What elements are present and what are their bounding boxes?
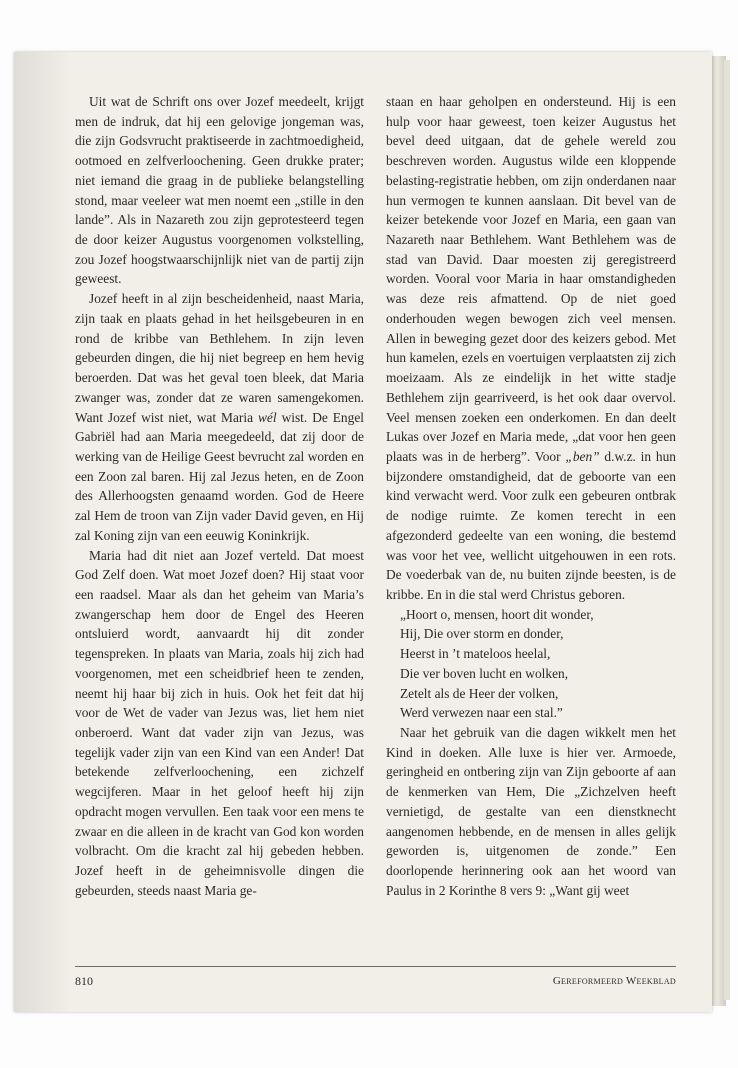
- paragraph: [75, 289, 364, 545]
- paragraph-text: staan en haar geholpen en ondersteund. Hij is een hulp voor haar geweest, toen keizer Augustus het bevel deed uitgaan, dat de gehele wereld zou beschreven worden. Augustus wilde een kloppende belasting-registratie hebben, om zijn onderdanen naar hun vermogen te kunnen aanslaan. Dit bevel van de keizer betekende voor Jozef en Maria, een gaan van Nazareth naar Bethlehem. Want Bethlehem was de stad van David. Daar moesten zij geregistreerd worden. Vooral voor Maria in haar omstandigheden was deze reis afmattend. Op de niet goed onderhouden wegen bewogen zich veel mensen. Allen in beweging gezet door des keizers gebod. Met hun kamelen, ezels en voertuigen verplaatsten zij zich moeizaam. Als ze eindelijk in het witte stadje Bethlehem zijn gearriveerd, is het ook daar overvol. Veel mensen zoeken een onderkomen. En dan deelt Lukas over Jozef en Maria mede, „dat voor hen geen plaats was in de herberg”. Voor: [386, 94, 676, 464]
- right-text-column: [386, 92, 676, 900]
- poem-line: Heerst in ’t mateloos heelal,: [400, 646, 551, 662]
- page-number: 810: [75, 974, 93, 988]
- next-page-edge-inner: [724, 60, 730, 1000]
- paragraph-text: wist. De Engel Gabriël had aan Maria meegedeeld, dat zij door de werking van de Heilige Geest bevrucht zal worden en een Zoon zal baren. Hij zal Jezus heten, en de Zoon des Allerhoogsten genaamd worden. God de Heere zal Hem de troon van Zijn vader David geven, en Hij zal Koning zijn van een eeuwig Koninkrijk.: [75, 409, 364, 543]
- emphasis-wel: wél: [257, 409, 277, 425]
- poem-line: Zetelt als de Heer der volken,: [400, 685, 559, 701]
- running-head: Gereformeerd Weekblad: [552, 975, 676, 987]
- poem-line: Hij, Die over storm en donder,: [400, 626, 564, 642]
- paragraph-text: Jozef heeft in al zijn bescheidenheid, naast Maria, zijn taak en plaats gehad in het heilsgebeuren in en rond de kribbe van Bethlehem. In zijn leven gebeurden dingen, die hij niet begreep en hem hevig beroerden. Dat was het geval toen bleek, dat Maria zwanger was, zonder dat ze waren samengekomen. Want Jozef wist niet, wat Maria: [75, 291, 364, 425]
- left-text-column: [75, 92, 364, 900]
- poem-stanza: [386, 605, 676, 723]
- emphasis-ben: „ben”: [565, 448, 600, 464]
- poem-line: Die ver boven lucht en wolken,: [400, 665, 569, 681]
- paragraph-continued: [386, 92, 676, 605]
- paragraph: Naar het gebruik van die dagen wikkelt men het Kind in doeken. Alle luxe is hier ver. Armoede, geringheid en ontbering zijn van Zijn geboorte af aan de kenmerken van Hem, Die „Zichzelven heeft vernietigd, de gestalte van een dienstknecht aangenomen hebbende, en de mensen in alles gelijk geworden is, uitgenomen de zonde.” Een doorlopende herinnering ook aan het woord van Paulus in 2 Korinthe 8 vers 9: „Want gij weet: [386, 725, 676, 898]
- paragraph: Uit wat de Schrift ons over Jozef meedeelt, krijgt men de indruk, dat hij een gelovige jongeman was, die zijn Godsvrucht praktiseerde in zachtmoedigheid, ootmoed en zelfverloochening. Geen drukke prater; niet iemand die graag in de publieke belangstelling stond, maar veeleer wat men noemt een „stille in den lande”. Als in Nazareth zou zijn geprotesteerd tegen de door keizer Augustus voorgenomen volkstelling, zou Jozef hoogstwaarschijnlijk niet van de partij zijn geweest.: [75, 94, 364, 287]
- footer-rule: [75, 966, 676, 967]
- paragraph-text: d.w.z. in hun bijzondere omstandigheid, dat de geboorte van een kind verwacht werd. Voor zulk een gebeuren ontbrak de nodige ruimte. Ze komen terecht in een afgezonderd gedeelte van een woning, die bestemd was voor het vee, wellicht uitgehouwen in een rots. De voederbak van de, nu buiten zijnde beesten, is de kribbe. En in die stal werd Christus geboren.: [386, 448, 676, 602]
- gutter-shadow: [14, 52, 74, 1012]
- poem-line: Werd verwezen naar een stal.”: [400, 705, 563, 721]
- poem-line: „Hoort o, mensen, hoort dit wonder,: [400, 606, 594, 622]
- paragraph: Maria had dit niet aan Jozef verteld. Dat moest God Zelf doen. Wat moet Jozef doen? Hij staat voor een raadsel. Maar als dan het geheim van Maria’s zwangerschap hem door de Engel des Heeren ontsluierd wordt, aanvaardt hij dit zonder tegenspreken. In plaats van Maria, zoals hij zich had voorgenomen, met een scheidbrief heen te zenden, neemt hij haar bij zich in huis. Ook het feit dat hij voor de Wet de vader van Jezus was, liet hem niet onberoerd. Want dat vader zijn van Jezus, was tegelijk vader zijn van een Kind van een Ander! Dat betekende zelfverloochening, een zichzelf wegcijferen. Maar in het geloof heeft hij zijn opdracht mogen vervullen. Een taak voor een mens te zwaar en die alleen in de kracht van God kon worden volbracht. Om die kracht zal hij gebeden hebben. Jozef heeft in de geheimnisvolle dingen die gebeurden, steeds naast Maria ge-: [75, 547, 364, 898]
